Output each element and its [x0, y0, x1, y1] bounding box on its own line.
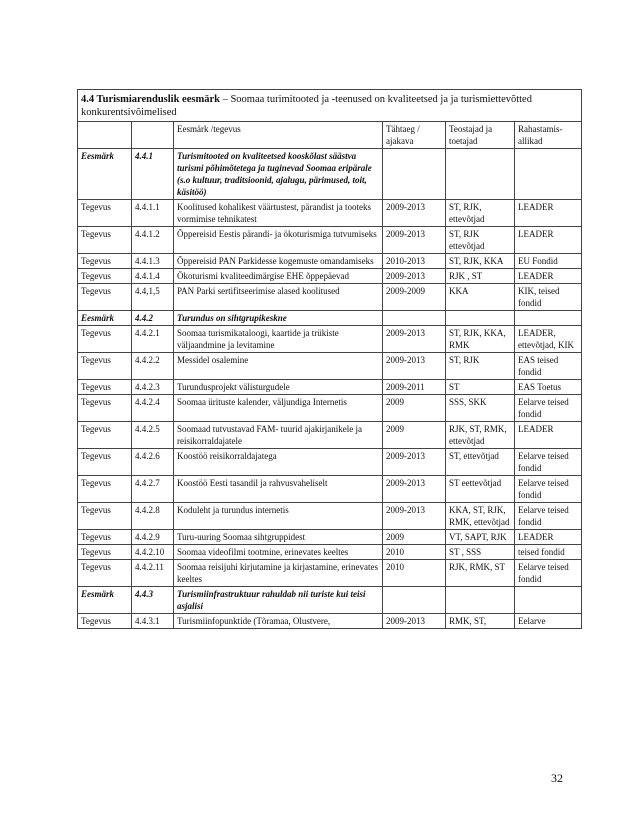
- header-implementers: Teostajad ja toetajad: [446, 122, 515, 149]
- cell-deadline: 2010: [383, 545, 446, 560]
- activity-row: [78, 530, 582, 545]
- activity-row: [78, 476, 582, 503]
- cell-funding: LEADER: [515, 269, 582, 284]
- cell-kind: Eesmärk: [78, 311, 132, 326]
- cell-kind: Tegevus: [78, 353, 132, 380]
- cell-deadline: 2009-2011: [383, 380, 446, 395]
- cell-code: 4.4.2.7: [132, 476, 174, 503]
- cell-kind: Eesmärk: [78, 587, 132, 614]
- cell-kind: Tegevus: [78, 254, 132, 269]
- cell-text: Turundusprojekt välisturgudele: [174, 380, 383, 395]
- goal-row: [78, 149, 582, 200]
- activity-row: [78, 284, 582, 311]
- cell-implementers: KKA: [446, 284, 515, 311]
- cell-deadline: 2009: [383, 422, 446, 449]
- cell-implementers: [446, 311, 515, 326]
- cell-deadline: 2009-2013: [383, 449, 446, 476]
- cell-kind: Tegevus: [78, 326, 132, 353]
- activity-row: [78, 326, 582, 353]
- cell-funding: EAS Toetus: [515, 380, 582, 395]
- cell-kind: Tegevus: [78, 503, 132, 530]
- cell-text: Soomaa reisijuhi kirjutamine ja kirjastamine, erinevates keeltes: [174, 560, 383, 587]
- cell-code: 4.4.2.4: [132, 395, 174, 422]
- cell-deadline: 2009: [383, 395, 446, 422]
- activity-row: [78, 560, 582, 587]
- cell-kind: Tegevus: [78, 530, 132, 545]
- cell-kind: Tegevus: [78, 227, 132, 254]
- cell-text: Õppereisid PAN Parkidesse kogemuste omandamiseks: [174, 254, 383, 269]
- cell-deadline: 2009-2013: [383, 269, 446, 284]
- cell-funding: EU Fondid: [515, 254, 582, 269]
- cell-code: 4.4.2.5: [132, 422, 174, 449]
- cell-text: Ökoturismi kvaliteedimärgise EHE õppepäevad: [174, 269, 383, 284]
- activity-row: [78, 545, 582, 560]
- cell-funding: Eelarve teised fondid: [515, 503, 582, 530]
- cell-implementers: [446, 587, 515, 614]
- cell-text: Koostöö reisikorraldajatega: [174, 449, 383, 476]
- cell-implementers: ST, RJK, KKA: [446, 254, 515, 269]
- cell-implementers: SSS, SKK: [446, 395, 515, 422]
- cell-kind: Tegevus: [78, 476, 132, 503]
- cell-deadline: 2009-2013: [383, 353, 446, 380]
- cell-text: Õppereisid Eestis pärandi- ja ökoturismiga tutvumiseks: [174, 227, 383, 254]
- cell-implementers: RMK, ST,: [446, 614, 515, 629]
- cell-code: 4.4.2.11: [132, 560, 174, 587]
- cell-code: 4.4.1: [132, 149, 174, 200]
- cell-funding: Eelarve teised fondid: [515, 560, 582, 587]
- cell-code: 4.4,1,5: [132, 284, 174, 311]
- cell-funding: KIK, teised fondid: [515, 284, 582, 311]
- header-funding: Rahastamis-allikad: [515, 122, 582, 149]
- activity-row: [78, 254, 582, 269]
- activity-row: [78, 380, 582, 395]
- cell-code: 4.4.1.1: [132, 200, 174, 227]
- cell-funding: [515, 587, 582, 614]
- cell-funding: Eelarve teised fondid: [515, 476, 582, 503]
- section-title: [78, 90, 582, 122]
- cell-deadline: 2009-2013: [383, 614, 446, 629]
- cell-text: Soomaad tutvustavad FAM- tuurid ajakirjanikele ja reisikorraldajatele: [174, 422, 383, 449]
- cell-funding: Eelarve teised fondid: [515, 395, 582, 422]
- cell-implementers: ST, RJK, KKA, RMK: [446, 326, 515, 353]
- cell-code: 4.4.2.10: [132, 545, 174, 560]
- cell-kind: Tegevus: [78, 449, 132, 476]
- cell-implementers: RJK , ST: [446, 269, 515, 284]
- cell-implementers: ST, RJK: [446, 353, 515, 380]
- cell-funding: [515, 149, 582, 200]
- cell-text: Turismiinfrastruktuur rahuldab nii turiste kui teisi asjalisi: [174, 587, 383, 614]
- activity-row: [78, 503, 582, 530]
- cell-text: Messidel osalemine: [174, 353, 383, 380]
- cell-implementers: RJK, RMK, ST: [446, 560, 515, 587]
- cell-code: 4.4.1.4: [132, 269, 174, 284]
- cell-deadline: 2010-2013: [383, 254, 446, 269]
- cell-code: 4.4.1.3: [132, 254, 174, 269]
- cell-deadline: 2009-2009: [383, 284, 446, 311]
- cell-code: 4.4.3: [132, 587, 174, 614]
- activity-row: [78, 395, 582, 422]
- cell-code: 4.4.2.3: [132, 380, 174, 395]
- cell-deadline: 2009-2013: [383, 476, 446, 503]
- cell-text: Turundus on sihtgrupikeskne: [174, 311, 383, 326]
- cell-implementers: ST: [446, 380, 515, 395]
- cell-code: 4.4.2: [132, 311, 174, 326]
- cell-funding: [515, 311, 582, 326]
- cell-implementers: ST, RJK, ettevõtjad: [446, 200, 515, 227]
- cell-kind: Tegevus: [78, 380, 132, 395]
- cell-deadline: 2009-2013: [383, 326, 446, 353]
- activity-row: [78, 422, 582, 449]
- goal-row: [78, 587, 582, 614]
- cell-funding: LEADER: [515, 200, 582, 227]
- cell-implementers: ST, RJK ettevõtjad: [446, 227, 515, 254]
- cell-code: 4.4.2.9: [132, 530, 174, 545]
- cell-text: Soomaa turismikataloogi, kaartide ja trükiste väljaandmine ja levitamine: [174, 326, 383, 353]
- cell-deadline: 2009-2013: [383, 200, 446, 227]
- cell-text: Turismiinfopunktide (Tõramaa, Olustvere,: [174, 614, 383, 629]
- cell-code: 4.4.3.1: [132, 614, 174, 629]
- cell-text: PAN Parki sertifitseerimise alased koolitused: [174, 284, 383, 311]
- cell-implementers: ST, ettevõtjad: [446, 449, 515, 476]
- cell-code: 4.4.1.2: [132, 227, 174, 254]
- cell-text: Turu-uuring Soomaa sihtgruppidest: [174, 530, 383, 545]
- cell-kind: Tegevus: [78, 395, 132, 422]
- column-header-row: [78, 122, 582, 149]
- cell-deadline: [383, 149, 446, 200]
- cell-funding: LEADER: [515, 422, 582, 449]
- section-title-row: [78, 90, 582, 122]
- cell-code: 4.4.2.2: [132, 353, 174, 380]
- activity-row: [78, 200, 582, 227]
- cell-deadline: 2009: [383, 530, 446, 545]
- cell-funding: Eelarve teised fondid: [515, 449, 582, 476]
- cell-kind: Eesmärk: [78, 149, 132, 200]
- activity-row: [78, 269, 582, 284]
- cell-text: Turismitooted on kvaliteetsed kooskõlast säästva turismi põhimõtetega ja tuginevad Soomaa eripärale (s.o kultuur, traditsioonid, ajalugu, pärimused, toit, käsitöö): [174, 149, 383, 200]
- action-plan-table: [77, 89, 582, 629]
- cell-kind: Tegevus: [78, 422, 132, 449]
- cell-text: Soomaa ürituste kalender, väljundiga Internetis: [174, 395, 383, 422]
- page-number: 32: [551, 771, 563, 785]
- activity-row: [78, 353, 582, 380]
- cell-deadline: [383, 311, 446, 326]
- section-title-number: 4.4 Turismiarenduslik eesmärk: [81, 94, 220, 105]
- cell-text: Koolitused kohalikest väärtustest, pärandist ja tooteks vormimise tehnikatest: [174, 200, 383, 227]
- cell-deadline: 2009-2013: [383, 503, 446, 530]
- cell-text: Koduleht ja turundus internetis: [174, 503, 383, 530]
- cell-code: 4.4.2.8: [132, 503, 174, 530]
- cell-kind: Tegevus: [78, 545, 132, 560]
- cell-kind: Tegevus: [78, 200, 132, 227]
- cell-text: Soomaa videofilmi tootmine, erinevates keeltes: [174, 545, 383, 560]
- cell-funding: EAS teised fondid: [515, 353, 582, 380]
- cell-funding: teised fondid: [515, 545, 582, 560]
- cell-kind: Tegevus: [78, 560, 132, 587]
- cell-kind: Tegevus: [78, 269, 132, 284]
- cell-kind: Tegevus: [78, 614, 132, 629]
- header-empty-cell: [132, 122, 174, 149]
- section-title-text: – Soomaa turimitooted ja -teenused on kvaliteetsed ja ja turismiettevõtted konkurentsivõimelised: [81, 94, 532, 118]
- activity-row: [78, 227, 582, 254]
- cell-implementers: ST , SSS: [446, 545, 515, 560]
- cell-implementers: [446, 149, 515, 200]
- cell-deadline: 2009-2013: [383, 227, 446, 254]
- cell-funding: LEADER: [515, 530, 582, 545]
- cell-implementers: KKA, ST, RJK, RMK, ettevõtjad: [446, 503, 515, 530]
- cell-implementers: ST eettevõtjad: [446, 476, 515, 503]
- header-empty-cell: [78, 122, 132, 149]
- activity-row: [78, 614, 582, 629]
- cell-text: Koostöö Eesti tasandil ja rahvusvaheliselt: [174, 476, 383, 503]
- cell-funding: LEADER: [515, 227, 582, 254]
- cell-implementers: VT, SAPT, RJK: [446, 530, 515, 545]
- cell-funding: Eelarve: [515, 614, 582, 629]
- cell-code: 4.4.2.6: [132, 449, 174, 476]
- cell-kind: Tegevus: [78, 284, 132, 311]
- cell-deadline: 2010: [383, 560, 446, 587]
- cell-code: 4.4.2.1: [132, 326, 174, 353]
- cell-funding: LEADER, ettevõtjad, KIK: [515, 326, 582, 353]
- cell-implementers: RJK, ST, RMK, ettevõtjad: [446, 422, 515, 449]
- activity-row: [78, 449, 582, 476]
- header-deadline: Tähtaeg / ajakava: [383, 122, 446, 149]
- goal-row: [78, 311, 582, 326]
- cell-deadline: [383, 587, 446, 614]
- header-action: Eesmärk /tegevus: [174, 122, 383, 149]
